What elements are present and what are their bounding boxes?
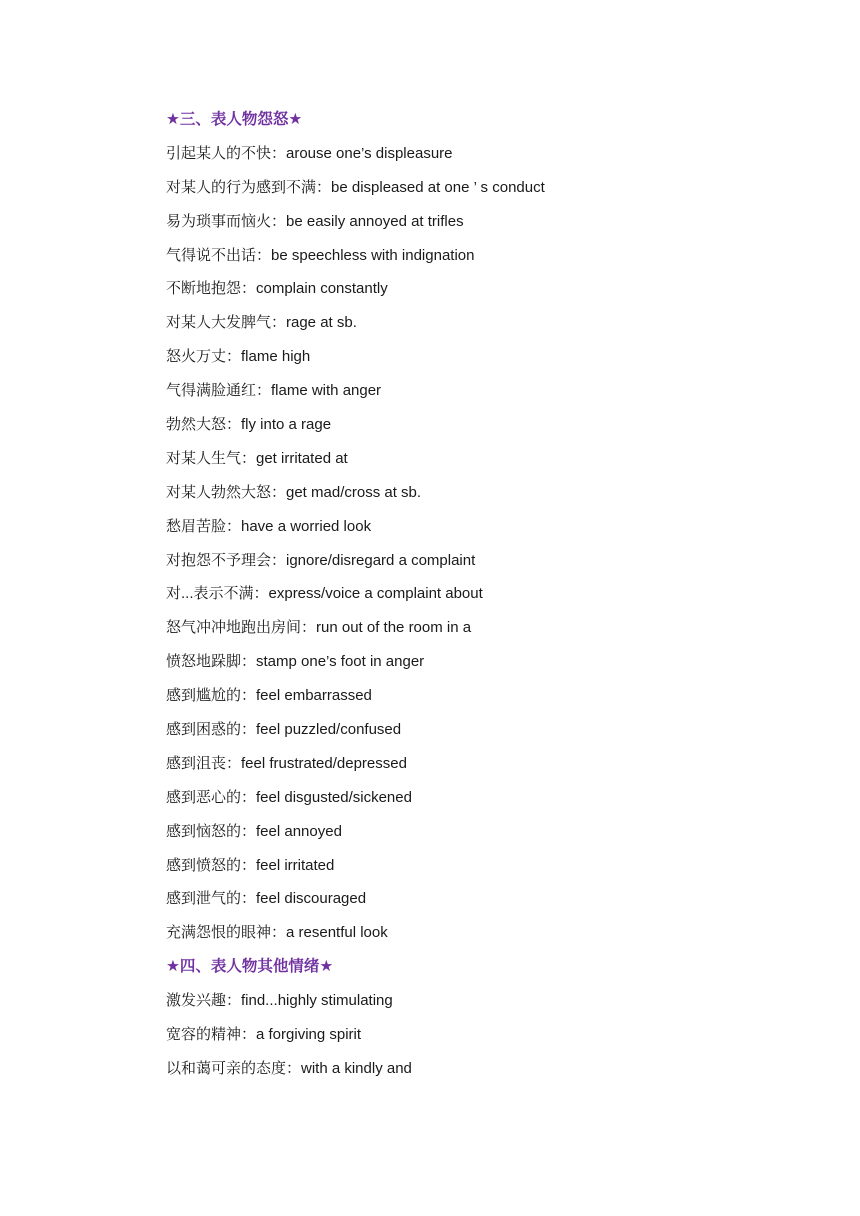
phrase-entry: 愁眉苦脸：have a worried look: [166, 517, 372, 535]
phrase-entry: 感到泄气的：feel discouraged: [166, 890, 367, 908]
phrase-entry: 易为琐事而恼火：be easily annoyed at trifles: [166, 212, 464, 230]
section-heading-3: ★三、表人物怨怒★: [166, 111, 303, 128]
phrase-entry: 感到困惑的：feel puzzled/confused: [166, 721, 402, 739]
phrase-entry: 充满怨恨的眼神：a resentful look: [166, 924, 388, 942]
phrase-entry: 感到沮丧：feel frustrated/depressed: [166, 754, 407, 772]
phrase-entry: 怒气冲冲地跑出房间：run out of the room in a: [166, 619, 472, 637]
phrase-entry: 激发兴趣：find...highly stimulating: [166, 992, 393, 1010]
phrase-entry: 愤怒地跺脚：stamp one’s foot in anger: [166, 653, 425, 671]
phrase-entry: 气得说不出话：be speechless with indignation: [166, 246, 475, 264]
phrase-entry: 对某人勃然大怒：get mad/cross at sb.: [166, 483, 422, 501]
phrase-entry: 对某人生气：get irritated at: [166, 449, 348, 467]
phrase-entry: 气得满脸通红：flame with anger: [166, 382, 382, 400]
phrase-entry: 感到尴尬的：feel embarrassed: [166, 687, 372, 705]
phrase-entry: 不断地抱怨：complain constantly: [166, 280, 388, 298]
phrase-entry: 以和蔼可亲的态度：with a kindly and: [166, 1059, 412, 1077]
phrase-entry: 感到愤怒的：feel irritated: [166, 856, 335, 874]
phrase-entry: 对抱怨不予理会：ignore/disregard a complaint: [166, 551, 476, 569]
phrase-entry: 怒火万丈：flame high: [166, 348, 311, 366]
phrase-entry: 感到恼怒的：feel annoyed: [166, 822, 342, 840]
section-heading-4: ★四、表人物其他情绪★: [166, 958, 334, 976]
phrase-entry: 引起某人的不快：arouse one’s displeasure: [166, 144, 453, 162]
phrase-entry: 对...表示不满：express/voice a complaint about: [166, 585, 483, 603]
phrase-entry: 对某人的行为感到不满：be displeased at one ’ s conduct: [166, 178, 545, 196]
phrase-entry: 勃然大怒：fly into a rage: [166, 416, 332, 434]
phrase-entry: 宽容的精神：a forgiving spirit: [166, 1026, 362, 1044]
phrase-entry: 对某人大发脾气：rage at sb.: [166, 314, 357, 332]
phrase-entry: 感到恶心的：feel disgusted/sickened: [166, 788, 412, 806]
document-body: [166, 103, 786, 1086]
